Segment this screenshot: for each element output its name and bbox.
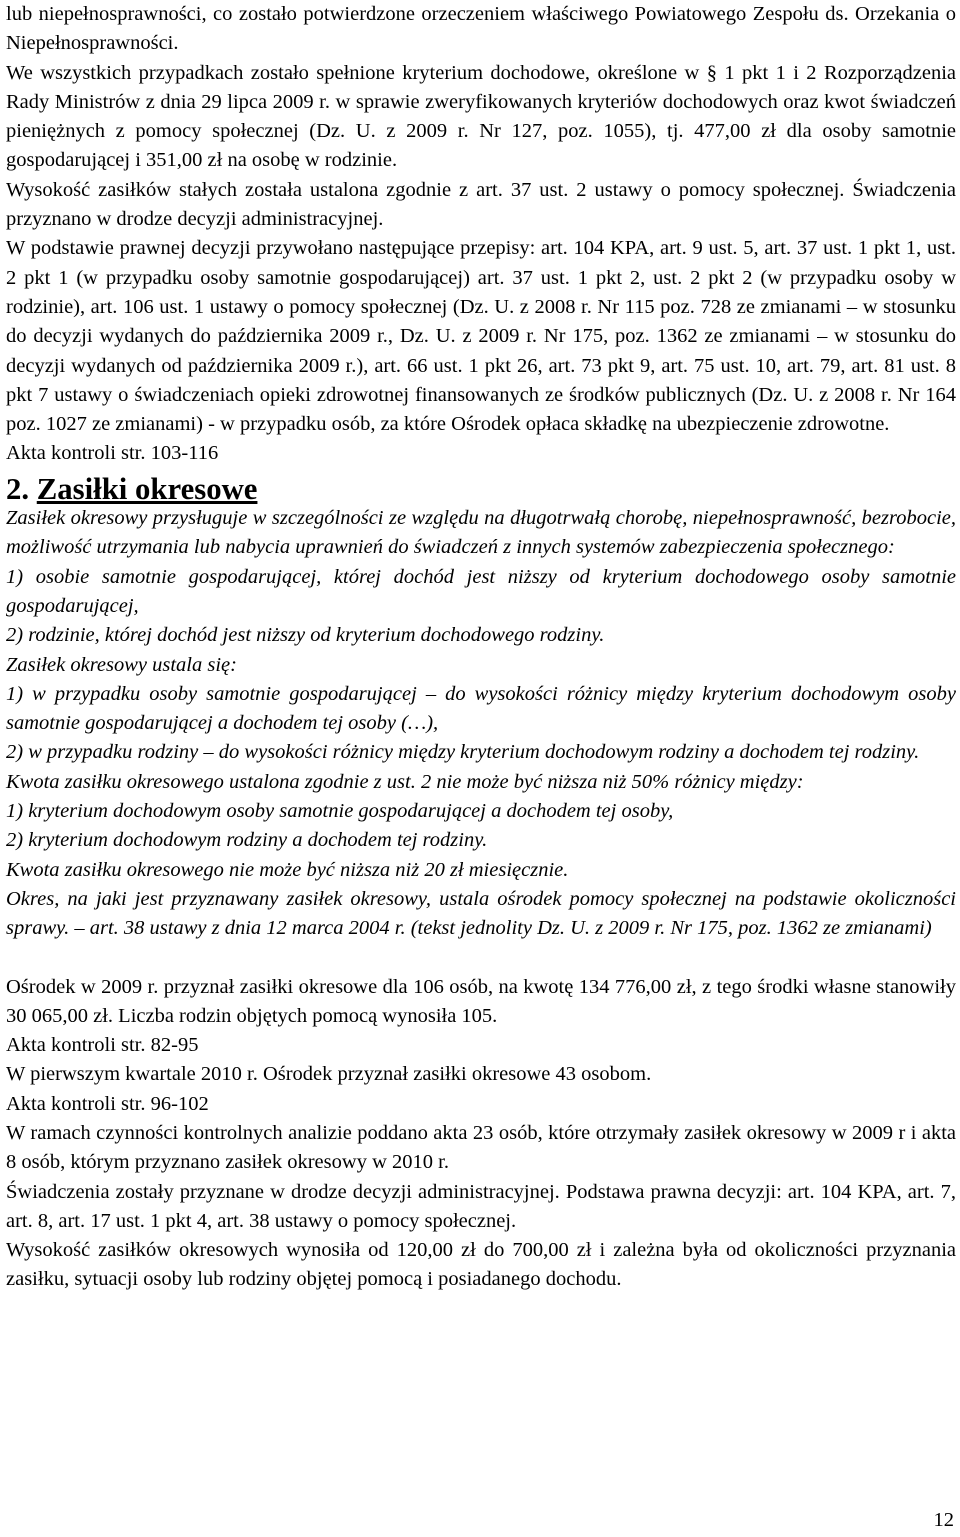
quote-line: Kwota zasiłku okresowego nie może być niższa niż 20 zł miesięcznie. <box>6 858 569 881</box>
finding-paragraph: Świadczenia zostały przyznane w drodze decyzji administracyjnej. Podstawa prawna decyzji: art. 104 KPA, art. 7, art. 8, art. 17 ust. 1 pkt 4, art. 38 ustawy o pomocy społecznej. <box>6 1180 956 1232</box>
finding-paragraph: W ramach czynności kontrolnych analizie poddano akta 23 osób, które otrzymały zasiłek okresowy w 2009 r i akta 8 osób, którym przyznano zasiłek okresowy w 2010 r. <box>6 1121 956 1174</box>
quote-line: Kwota zasiłku okresowego ustalona zgodnie z ust. 2 nie może być niższa niż 50% różnicy między: <box>6 770 804 793</box>
legal-basis-paragraph: W podstawie prawnej decyzji przywołano następujące przepisy: art. 104 KPA, art. 9 ust. 5, art. 37 ust. 1 pkt 1, ust. 2 pkt 1 (w przypadku osoby samotnie gospodarującej) art. 37 ust. 1 pkt 2, ust. 2 pkt 2 (w przypadku osoby w rodzinie), art. 106 ust. 1 ustawy o pomocy społecznej (Dz. U. z 2008 r. Nr 115 poz. 728 ze zmianami – w stosunku do decyzji wydanych do października 2009 r., Dz. U. z 2009 r. Nr 175, poz. 1362 ze zmianami – w stosunku do decyzji wydanych od października 2009 r.), art. 66 ust. 1 pkt 26, art. 73 pkt 9, art. 75 ust. 10, art. 79, art. 81 ust. 8 pkt 7 ustawy o świadczeniach opieki zdrowotnej finansowanych ze środków publicznych (Dz. U. z 2008 r. Nr 164 poz. 1027 ze zmianami) - w przypadku osób, za które Ośrodek opłaca składkę na ubezpieczenie zdrowotne. <box>6 237 956 436</box>
quote-line: 1) osobie samotnie gospodarującej, której dochód jest niższy od kryterium dochodowego osoby samotnie gospodarującej, <box>6 565 956 617</box>
page-number: 12 <box>933 1509 954 1531</box>
section-heading <box>6 471 956 506</box>
findings-section <box>6 973 956 1295</box>
quote-line: 2) w przypadku rodziny – do wysokości różnicy między kryterium dochodowym rodziny a dochodem tej rodziny. <box>6 741 920 764</box>
quote-line: 2) kryterium dochodowym rodziny a dochodem tej rodziny. <box>6 829 488 852</box>
document-page <box>6 0 956 1295</box>
audit-files-reference: Akta kontroli str. 82-95 <box>6 1034 199 1057</box>
quote-line: Zasiłek okresowy przysługuje w szczególności ze względu na długotrwałą chorobę, niepełnosprawność, bezrobocie, możliwość utrzymania lub nabycia uprawnień do świadczeń z innych systemów zabezpieczenia społecznego: <box>6 507 956 559</box>
intro-section <box>6 0 956 469</box>
allowance-amount-paragraph: Wysokość zasiłków stałych została ustalona zgodnie z art. 37 ust. 2 ustawy o pomocy społecznej. Świadczenia przyznano w drodze decyzji administracyjnej. <box>6 178 956 231</box>
paragraph-spacer <box>6 944 956 973</box>
audit-files-reference: Akta kontroli str. 96-102 <box>6 1092 209 1115</box>
legal-quote-block <box>6 504 956 943</box>
finding-paragraph: Ośrodek w 2009 r. przyznał zasiłki okresowe dla 106 osób, na kwotę 134 776,00 zł, z tego środki własne stanowiły 30 065,00 zł. Liczba rodzin objętych pomocą wynosiła 105. <box>6 975 956 1027</box>
intro-paragraph-continuation: lub niepełnosprawności, co zostało potwierdzone orzeczeniem właściwego Powiatowego Zespołu ds. Orzekania o Niepełnosprawności. <box>6 3 956 55</box>
section-title: Zasiłki okresowe <box>36 471 258 506</box>
finding-paragraph: W pierwszym kwartale 2010 r. Ośrodek przyznał zasiłki okresowe 43 osobom. <box>6 1063 652 1086</box>
finding-paragraph: Wysokość zasiłków okresowych wynosiła od 120,00 zł do 700,00 zł i zależna była od okoliczności przyznania zasiłku, sytuacji osoby lub rodziny objętej pomocą i posiadanego dochodu. <box>6 1239 956 1291</box>
audit-files-reference: Akta kontroli str. 103-116 <box>6 442 219 465</box>
quote-line: Okres, na jaki jest przyznawany zasiłek okresowy, ustala ośrodek pomocy społecznej na podstawie okoliczności sprawy. – art. 38 ustawy z dnia 12 marca 2004 r. (tekst jednolity Dz. U. z 2009 r. Nr 175, poz. 1362 ze zmianami) <box>6 887 956 940</box>
quote-line: Zasiłek okresowy ustala się: <box>6 653 237 676</box>
quote-line: 1) kryterium dochodowym osoby samotnie gospodarującej a dochodem tej osoby, <box>6 800 674 823</box>
quote-line: 2) rodzinie, której dochód jest niższy od kryterium dochodowego rodziny. <box>6 624 605 647</box>
section-number: 2. <box>6 471 30 506</box>
income-criterion-paragraph: We wszystkich przypadkach zostało spełnione kryterium dochodowe, określone w § 1 pkt 1 i 2 Rozporządzenia Rady Ministrów z dnia 29 lipca 2009 r. w sprawie zweryfikowanych kryteriów dochodowych oraz kwot świadczeń pieniężnych z pomocy społecznej (Dz. U. z 2009 r. Nr 127, poz. 1055), tj. 477,00 zł dla osoby samotnie gospodarującej i 351,00 zł na osobę w rodzinie. <box>6 61 956 172</box>
quote-line: 1) w przypadku osoby samotnie gospodarującej – do wysokości różnicy między kryterium dochodowym osoby samotnie gospodarującej a dochodem tej osoby (…), <box>6 682 956 735</box>
